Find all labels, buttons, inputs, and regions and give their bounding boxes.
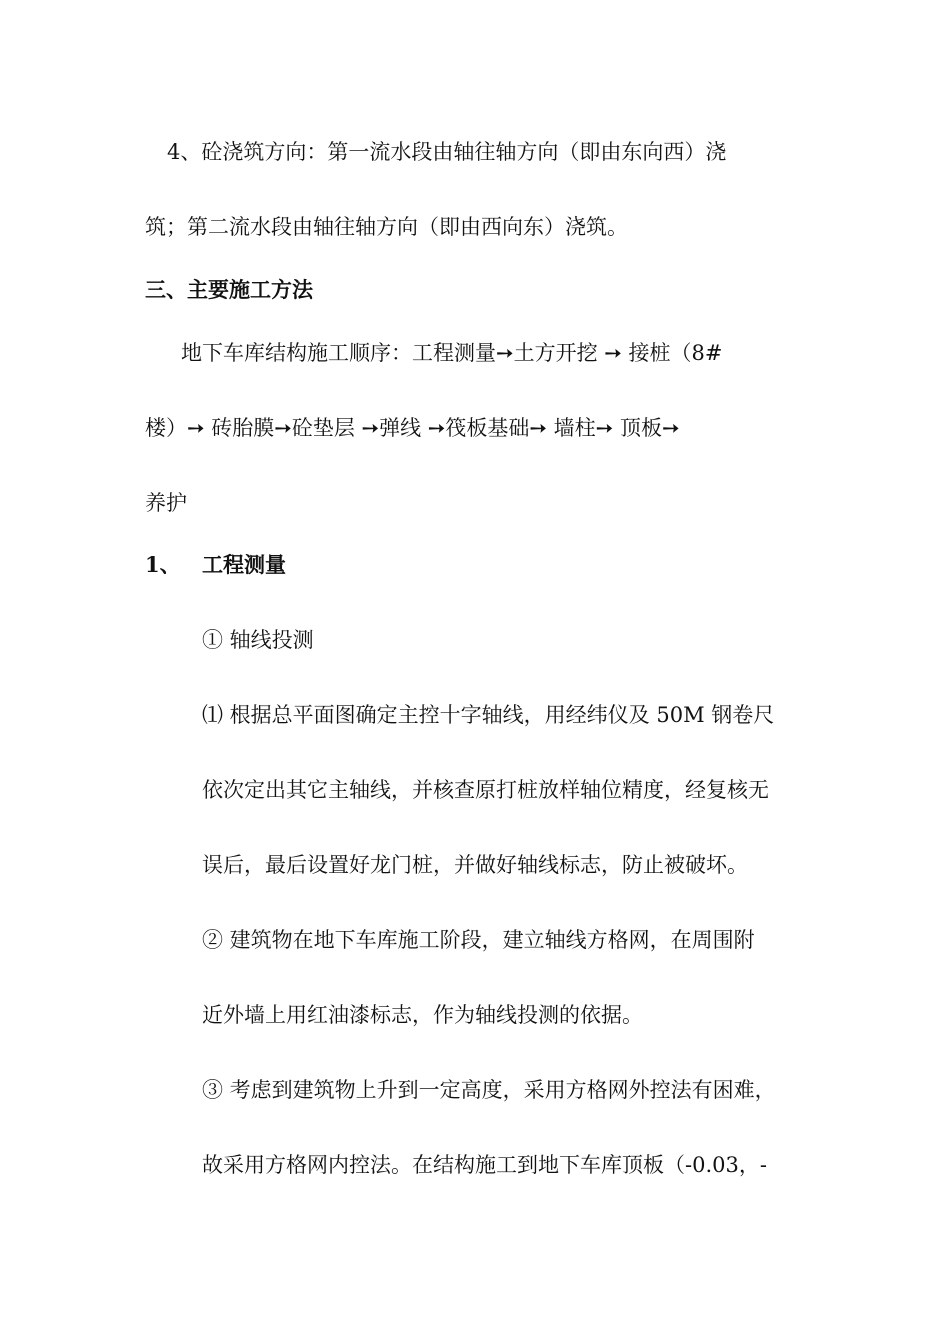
paragraph-sequence-line-2 <box>145 413 815 443</box>
section-heading-main-methods <box>145 275 815 305</box>
paragraph-pour-direction-line-1 <box>145 137 815 167</box>
text: 地下车库结构施工顺序：工程测量➙土方开挖 ➙ 接桩（8# <box>181 341 723 365</box>
item-1-line-1 <box>202 700 872 730</box>
item-1-line-3 <box>202 850 872 880</box>
text: 误后，最后设置好龙门桩，并做好轴线标志，防止被破坏。 <box>202 853 748 877</box>
item-axis-projection <box>202 625 872 655</box>
text: 依次定出其它主轴线，并核查原打桩放样轴位精度，经复核无 <box>202 778 769 802</box>
subheading-text: 工程测量 <box>202 552 286 577</box>
text: 筑；第二流水段由轴往轴方向（即由西向东）浇筑。 <box>145 215 628 239</box>
text: 4、砼浇筑方向：第一流水段由轴往轴方向（即由东向西）浇 <box>167 140 727 164</box>
text: ① 轴线投测 <box>202 628 314 652</box>
subheading-number: 1、 <box>145 552 181 577</box>
text: 楼）➙ 砖胎膜➙砼垫层 ➙弹线 ➙筏板基础➙ 墙柱➙ 顶板➙ <box>145 416 680 440</box>
item-1-line-2 <box>202 775 872 805</box>
subheading-survey <box>145 550 815 580</box>
text: 故采用方格网内控法。在结构施工到地下车库顶板（-0.03，- <box>202 1153 767 1177</box>
text: ③ 考虑到建筑物上升到一定高度，采用方格网外控法有困难， <box>202 1078 776 1102</box>
paragraph-pour-direction-line-2 <box>145 212 815 242</box>
paragraph-sequence-line-3 <box>145 488 815 518</box>
text: 近外墙上用红油漆标志，作为轴线投测的依据。 <box>202 1003 643 1027</box>
text: ⑴ 根据总平面图确定主控十字轴线，用经纬仪及 50M 钢卷尺 <box>202 703 775 727</box>
heading-text: 三、主要施工方法 <box>145 277 313 302</box>
item-3-line-2 <box>202 1150 872 1180</box>
item-2-line-1 <box>202 925 872 955</box>
item-2-line-2 <box>202 1000 872 1030</box>
item-3-line-1 <box>202 1075 872 1105</box>
text: ② 建筑物在地下车库施工阶段，建立轴线方格网，在周围附 <box>202 928 755 952</box>
text: 养护 <box>145 491 187 515</box>
paragraph-sequence-line-1 <box>145 338 815 368</box>
